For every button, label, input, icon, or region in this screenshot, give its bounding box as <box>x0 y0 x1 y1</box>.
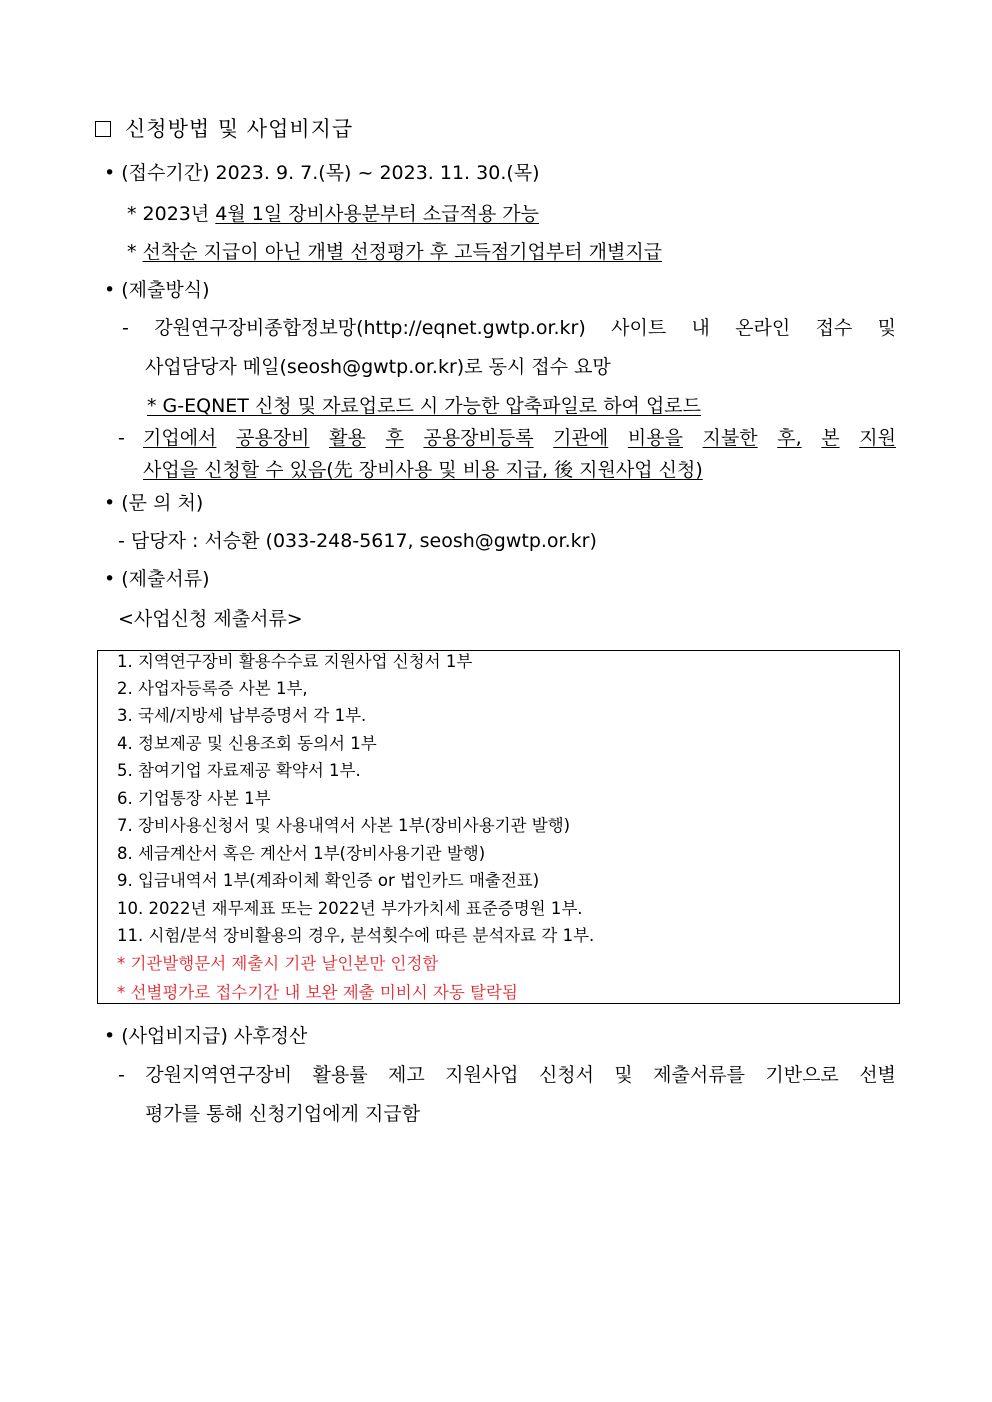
payment-word: 제고 <box>387 1064 425 1086</box>
document-list-item: 2. 사업자등록증 사본 1부, <box>117 679 308 698</box>
method-item2-line1 <box>143 425 896 451</box>
method-word: 활용 <box>329 427 366 449</box>
documents-item <box>104 566 210 592</box>
document-list-item: 7. 장비사용신청서 및 사용내역서 사본 1부(장비사용기관 발행) <box>117 816 571 835</box>
payment-word: 기반으로 <box>765 1064 839 1086</box>
bullet-icon: • <box>104 279 116 301</box>
payment-label: (사업비지급) 사후정산 <box>121 1025 308 1047</box>
period-label: (접수기간) 2023. 9. 7.(목) ~ 2023. 11. 30.(목) <box>121 162 540 184</box>
method-word: 비용을 <box>627 427 683 449</box>
section-title: 신청방법 및 사업비지급 <box>125 117 354 141</box>
method-word: 본 <box>821 427 840 449</box>
method-word: 공용장비등록 <box>423 427 534 449</box>
payment-word: 및 <box>614 1064 633 1086</box>
document-list-item: 1. 지역연구장비 활용수수료 지원사업 신청서 1부 <box>117 652 473 671</box>
method-item2-line2: 사업을 신청할 수 있음(先 장비사용 및 비용 지급, 後 지원사업 신청) <box>143 459 703 481</box>
method-word: 및 <box>877 317 896 339</box>
contact-item <box>104 490 203 516</box>
period-note-1-text: 4월 1일 장비사용분부터 소급적용 가능 <box>215 203 539 225</box>
document-warning: * 선별평가로 접수기간 내 보완 제출 미비시 자동 탈락됨 <box>117 983 518 1002</box>
bullet-icon: • <box>104 162 116 184</box>
documents-subtitle: <사업신청 제출서류> <box>118 608 303 630</box>
payment-word: 제출서류를 <box>653 1064 745 1086</box>
method-word: 공용장비 <box>236 427 310 449</box>
method-item1-note: * G-EQNET 신청 및 자료업로드 시 가능한 압축파일로 하여 업로드 <box>147 395 702 417</box>
method-word: 온라인 <box>735 317 791 339</box>
method-item2-dash: - <box>118 427 125 449</box>
method-label: (제출방식) <box>121 279 210 301</box>
documents-label: (제출서류) <box>121 568 210 590</box>
method-item <box>104 277 210 303</box>
section-heading <box>95 116 353 142</box>
period-item <box>104 160 540 186</box>
period-note-2-text: 선착순 지급이 아닌 개별 선정평가 후 고득점기업부터 개별지급 <box>142 241 663 263</box>
period-note-2 <box>127 239 662 265</box>
period-note-1 <box>127 201 539 227</box>
document-list-item: 11. 시험/분석 장비활용의 경우, 분석횟수에 따른 분석자료 각 1부. <box>117 926 595 945</box>
contact-label: (문 의 처) <box>121 492 204 514</box>
document-list-item: 9. 입금내역서 1부(계좌이체 확인증 or 법인카드 매출전표) <box>117 871 540 890</box>
method-item1-line2: 사업담당자 메일(seosh@gwtp.or.kr)로 동시 접수 요망 <box>145 356 611 378</box>
payment-word: 선별 <box>859 1064 896 1086</box>
method-word: 기업에서 <box>143 427 217 449</box>
payment-word: - <box>118 1064 125 1086</box>
square-bullet-icon <box>95 121 111 137</box>
payment-word: 신청서 <box>538 1064 594 1086</box>
method-word: 지원 <box>859 427 896 449</box>
method-word: 지불한 <box>702 427 758 449</box>
payment-word: 지원사업 <box>445 1064 519 1086</box>
payment-word: 강원지역연구장비 <box>145 1064 293 1086</box>
method-item1-line1 <box>122 315 896 341</box>
method-word: - <box>122 317 129 339</box>
method-word: 후, <box>777 427 802 449</box>
documents-box <box>97 650 900 1004</box>
document-list-item: 4. 정보제공 및 신용조회 동의서 1부 <box>117 734 377 753</box>
document-list-item: 10. 2022년 재무제표 또는 2022년 부가가치세 표준증명원 1부. <box>117 899 583 918</box>
document-list-item: 5. 참여기업 자료제공 확약서 1부. <box>117 761 361 780</box>
method-word: 내 <box>691 317 710 339</box>
method-word: 후 <box>385 427 404 449</box>
bullet-icon: • <box>104 492 116 514</box>
document-warning: * 기관발행문서 제출시 기관 날인본만 인정함 <box>117 954 439 973</box>
document-list-item: 6. 기업통장 사본 1부 <box>117 789 271 808</box>
payment-word: 활용률 <box>312 1064 368 1086</box>
bullet-icon: • <box>104 568 116 590</box>
contact-line: - 담당자 : 서승환 (033-248-5617, seosh@gwtp.or.kr) <box>118 530 597 552</box>
bullet-icon: • <box>104 1025 116 1047</box>
payment-line2: 평가를 통해 신청기업에게 지급함 <box>145 1103 421 1125</box>
document-list-item: 3. 국세/지방세 납부증명서 각 1부. <box>117 706 367 725</box>
document-list-item: 8. 세금계산서 혹은 계산서 1부(장비사용기관 발행) <box>117 844 486 863</box>
payment-item <box>104 1023 307 1049</box>
method-word: 접수 <box>815 317 853 339</box>
method-word: 사이트 <box>611 317 667 339</box>
method-word: 강원연구장비종합정보망(http://eqnet.gwtp.or.kr) <box>154 317 586 339</box>
period-note-1-prefix: * 2023년 <box>127 203 216 225</box>
period-note-2-prefix: * <box>127 241 143 263</box>
method-word: 기관에 <box>553 427 609 449</box>
payment-line1 <box>118 1062 896 1088</box>
